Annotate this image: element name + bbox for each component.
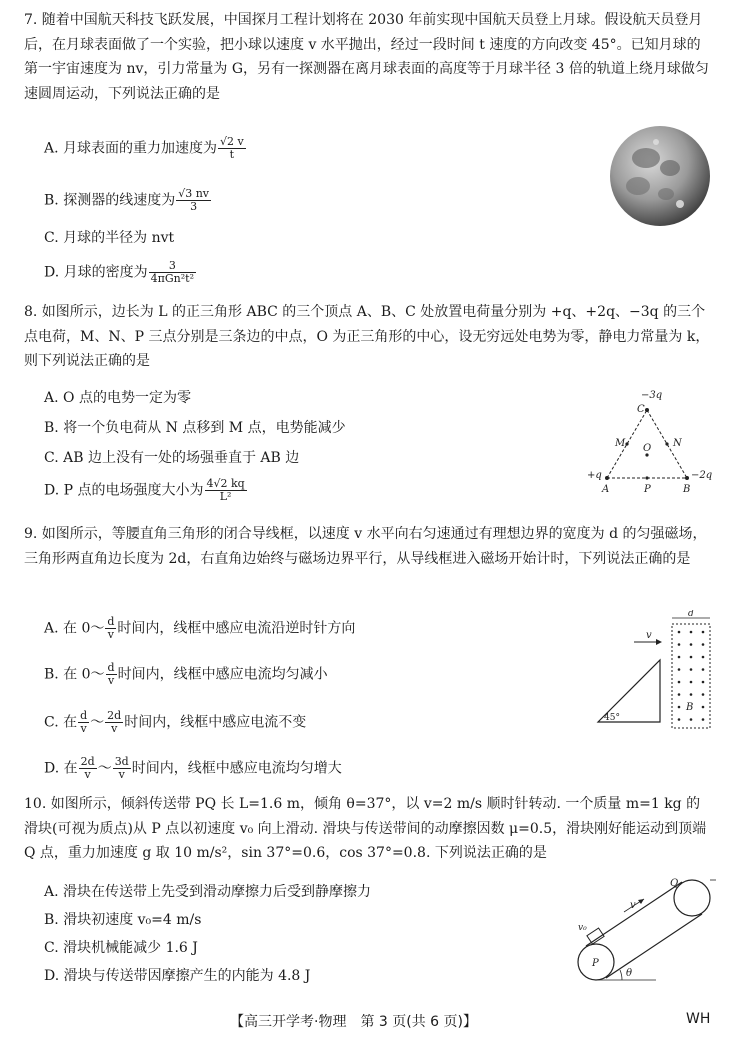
field-dot (702, 643, 705, 646)
field-dot (690, 668, 693, 671)
fraction: 3 4πGn²t² (150, 259, 194, 285)
point-p-label: P (592, 958, 599, 969)
field-dot (678, 643, 681, 646)
field-dot (678, 693, 681, 696)
q9-stem: 9. 如图所示，等腰直角三角形的闭合导线框，以速度 v 水平向右匀速通过有理想边界的宽度为 d 的匀强磁场，三角形两直角边长度为 2d，右直角边始终与磁场边界平行，从导线框进入磁场开始计时，下列说法正确的是 (24, 526, 707, 567)
q10-stem: 10. 如图所示，倾斜传送带 PQ 长 L=1.6 m，倾角 θ=37°，以 v=2 m/s 顺时针转动. 一个质量 m=1 kg 的滑块(可视为质点)从 P 点以初速度 v₀ 向上滑动. 滑块与传送带间的动摩擦因数 μ=0.5，滑块刚好能运动到顶端 Q 点，重力加速度 g 取 10 m/s²，sin 37°=0.6，cos 37°=0.8. 下列说法正确的是 (24, 796, 707, 861)
q9-option-a: A. 在 0～ $\frac{d}{v}$ 时间内，线框中感应电流沿逆时针方向 (44, 615, 356, 641)
fraction: $\frac{d}{v}$ (107, 615, 115, 641)
moon-image (608, 124, 712, 228)
q7-option-b: B. 探测器的线速度为 $\frac{√3 nv}{3}$ (44, 187, 210, 213)
angle-label: 45° (604, 713, 620, 723)
fraction: $\frac{d}{v}$ (107, 661, 115, 687)
point-q-label: Q (670, 878, 679, 889)
fraction: $\frac{4√2 kq}{\text{L²}}$ (206, 477, 245, 503)
point-a-label: A (602, 484, 610, 495)
width-label: d (688, 610, 694, 619)
fraction: $\frac{2d}{v}$ (107, 709, 122, 735)
q10-option-a: A. 滑块在传送带上先受到滑动摩擦力后受到静摩擦力 (44, 884, 372, 900)
point-p-label: P (644, 484, 651, 495)
q10-option-c: C. 滑块机械能减少 1.6 J (44, 940, 198, 956)
q9-field-figure (590, 610, 716, 734)
point-c-label: C (637, 404, 645, 415)
field-dot (702, 681, 705, 684)
q9-option-d: D. 在 $\frac{2d}{v}$ ～ $\frac{3d}{v}$ 时间内，线框中感应电流均匀增大 (44, 755, 342, 781)
field-dot (702, 718, 705, 721)
field-dot (678, 718, 681, 721)
fraction: $\frac{3d}{v}$ (114, 755, 129, 781)
belt-velocity-label: v (630, 900, 636, 911)
q8-stem: 8. 如图所示，边长为 L 的正三角形 ABC 的三个顶点 A、B、C 处放置电荷量分别为 +q、+2q、−3q 的三个点电荷，M、N、P 三点分别是三条边的中点，O 为正三角形的中心，设无穷远处电势为零，静电力常量为 k，则下列说法正确的是 (24, 304, 710, 369)
fraction: $\frac{√2 v}{t}$ (220, 135, 244, 161)
charge-a-label: +q (587, 470, 602, 481)
field-dot (678, 706, 681, 709)
field-dot (678, 681, 681, 684)
velocity-label: v (646, 630, 652, 641)
footer-code: WH (686, 1011, 711, 1027)
q8-option-c: C. AB 边上没有一处的场强垂直于 AB 边 (44, 450, 300, 466)
q7-stem: 7. 随着中国航天科技飞跃发展，中国探月工程计划将在 2030 年前实现中国航天员登上月球。假设航天员登月后，在月球表面做了一个实验，把小球以速度 v 水平抛出，经过一段时间 t 速度的方向改变 45°。已知月球的第一宇宙速度为 nv，引力常量为 G，另有一探测器在离月球表面的高度等于月球半径 3 倍的轨道上绕月球做匀速圆周运动，下列说法正确的是 (24, 12, 709, 102)
field-dot (690, 681, 693, 684)
field-dot (702, 706, 705, 709)
field-dot (690, 631, 693, 634)
field-label: B (686, 702, 694, 713)
q7-option-c: C. 月球的半径为 nvt (44, 230, 175, 246)
field-dot (702, 631, 705, 634)
fraction: $\frac{2d}{v}$ (80, 755, 95, 781)
theta-label: θ (626, 968, 633, 979)
v0-label: v₀ (578, 923, 587, 933)
field-dot (678, 631, 681, 634)
fraction: $\frac{d}{v}$ (80, 709, 88, 735)
page-footer: 【高三开学考·物理 第 3 页(共 6 页)】 (230, 1014, 477, 1030)
point-m-label: M (615, 438, 626, 449)
charge-c-label: −3q (641, 390, 663, 401)
q7-option-d: D. 月球的密度为 3 4πGn²t² (44, 259, 194, 285)
q10-option-d: D. 滑块与传送带因摩擦产生的内能为 4.8 J (44, 968, 311, 984)
q8-triangle-figure (585, 386, 715, 498)
field-dot (690, 693, 693, 696)
q9-option-b: B. 在 0～ $\frac{d}{v}$ 时间内，线框中感应电流均匀减小 (44, 661, 328, 687)
q7-option-a: A. 月球表面的重力加速度为 $\frac{√2 v}{t}$ (44, 135, 244, 161)
point-n-label: N (673, 438, 682, 449)
field-dot (690, 656, 693, 659)
charge-b-label: −2q (691, 470, 713, 481)
q8-option-a: A. O 点的电势一定为零 (44, 390, 191, 406)
fraction: $\frac{√3 nv}{3}$ (178, 187, 210, 213)
field-dot (678, 656, 681, 659)
q8-option-b: B. 将一个负电荷从 N 点移到 M 点，电势能减少 (44, 420, 346, 436)
q9-option-c: C. 在 $\frac{d}{v}$ ～ $\frac{2d}{v}$ 时间内，线框中感应电流不变 (44, 709, 307, 735)
point-b-label: B (683, 484, 691, 495)
field-dot (690, 643, 693, 646)
field-dot (702, 656, 705, 659)
field-dot (702, 668, 705, 671)
q10-option-b: B. 滑块初速度 v₀=4 m/s (44, 912, 202, 928)
field-dot (690, 718, 693, 721)
field-dot (702, 693, 705, 696)
q8-option-d: D. P 点的电场强度大小为 $\frac{4√2 kq}{\text{L²}}$ (44, 477, 245, 503)
q10-conveyor-figure (570, 872, 718, 988)
point-o-label: O (643, 443, 652, 454)
field-dot (678, 668, 681, 671)
